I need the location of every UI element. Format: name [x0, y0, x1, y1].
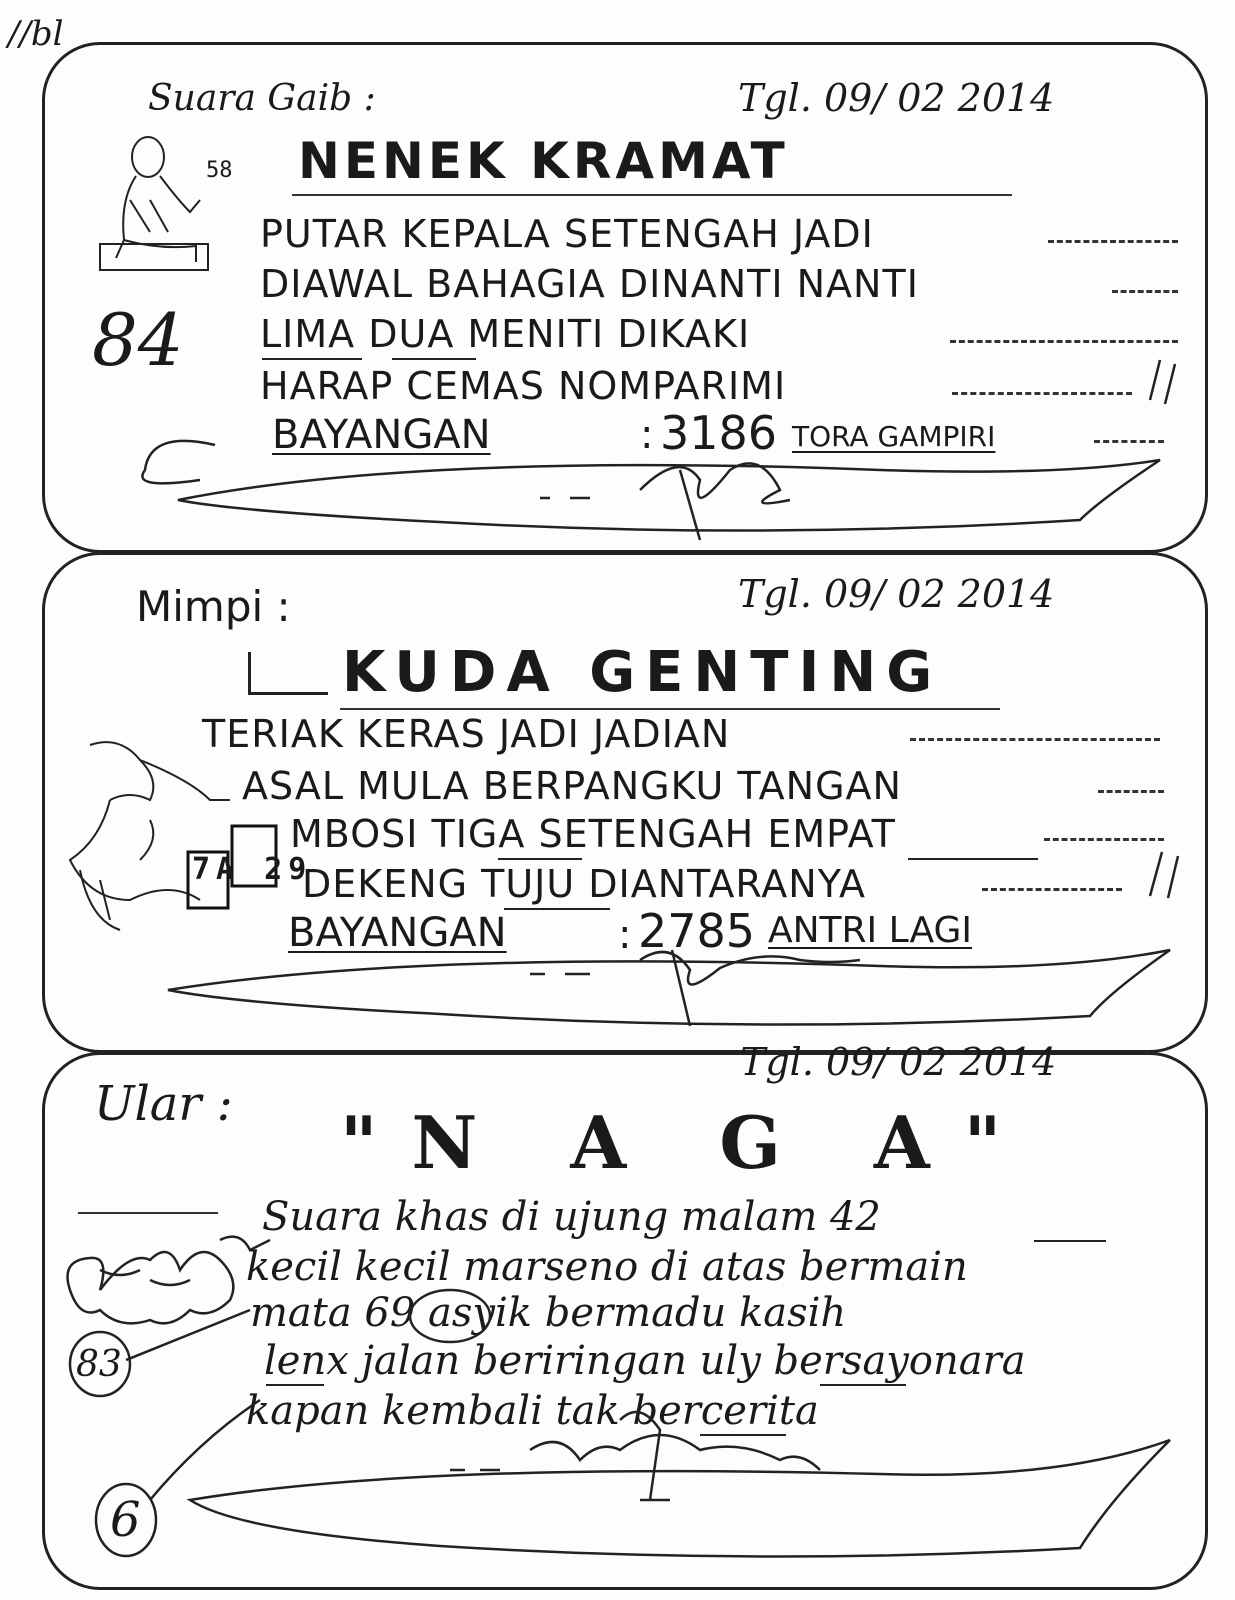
card3-line-1: Suara khas di ujung malam 42	[262, 1194, 881, 1240]
card3-line-3: mata 69 asyik bermadu kasih	[250, 1290, 847, 1336]
card2-line-4: DEKENG TUJU DIANTARANYA	[302, 862, 866, 906]
card1-badge-number: 58	[206, 158, 233, 183]
card3-line-4: lenx jalan beriringan uly bersayonara	[264, 1338, 1026, 1384]
card3-circle-number-2: 6	[110, 1492, 141, 1548]
card2-date: Tgl. 09/ 02 2014	[738, 572, 1055, 616]
card1-bayangan-value: 3186	[660, 406, 778, 460]
card1-label: Suara Gaib :	[148, 78, 376, 119]
card1-date: Tgl. 09/ 02 2014	[738, 76, 1055, 120]
card2-box-text: 7A 29	[192, 852, 313, 887]
card2-title: KUDA GENTING	[342, 640, 943, 705]
card3-date: Tgl. 09/ 02 2014	[740, 1040, 1057, 1084]
card2-bayangan-suffix: ANTRI LAGI	[768, 910, 973, 951]
card2-line-2: ASAL MULA BERPANGKU TANGAN	[242, 764, 902, 808]
card1-line-2: DIAWAL BAHAGIA DINANTI NANTI	[260, 262, 919, 306]
card2-line-1: TERIAK KERAS JADI JADIAN	[202, 712, 731, 756]
card3-line-5: kapan kembali tak bercerita	[246, 1388, 819, 1434]
card2-bayangan-colon: :	[618, 912, 632, 958]
card1-title: NENEK KRAMAT	[298, 132, 789, 190]
card2-label: Mimpi :	[136, 582, 291, 631]
card1-line-3: LIMA DUA MENITI DIKAKI	[260, 312, 751, 356]
card3-line-2: kecil kecil marseno di atas bermain	[246, 1244, 968, 1290]
card3-title: "N A G A"	[340, 1100, 1036, 1185]
card2-bayangan-value: 2785	[638, 904, 756, 958]
card1-bayangan-suffix: TORA GAMPIRI	[792, 420, 996, 453]
card1-bayangan-colon: :	[640, 412, 654, 458]
card1-line-1: PUTAR KEPALA SETENGAH JADI	[260, 212, 874, 256]
card1-line-4: HARAP CEMAS NOMPARIMI	[260, 364, 787, 408]
card1-bayangan-label: BAYANGAN	[272, 412, 491, 458]
card1-side-number: 84	[92, 298, 184, 382]
card3-label: Ular :	[94, 1076, 233, 1132]
card2-bayangan-label: BAYANGAN	[288, 910, 507, 956]
corner-mark: //bl	[8, 14, 64, 54]
card3-circle-number-1: 83	[76, 1344, 122, 1385]
card2-line-3: MBOSI TIGA SETENGAH EMPAT	[290, 812, 896, 856]
